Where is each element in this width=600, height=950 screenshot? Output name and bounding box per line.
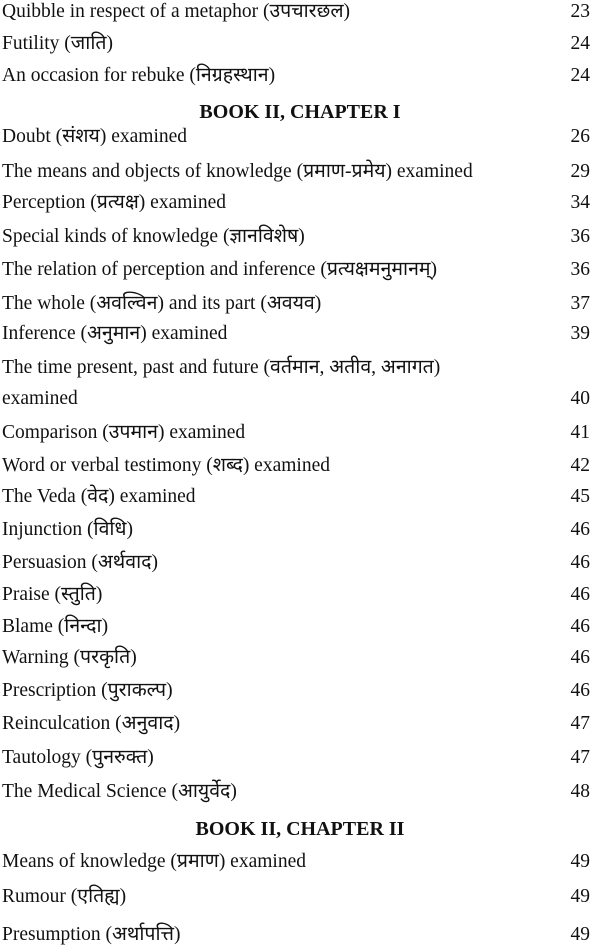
toc-entry bbox=[2, 550, 590, 576]
toc-entry-page: 26 bbox=[570, 126, 590, 147]
toc-entry bbox=[2, 190, 590, 216]
toc-entry-page: 39 bbox=[570, 323, 590, 344]
toc-entry-title: Special kinds of knowledge (ज्ञानविशेष) bbox=[2, 226, 305, 247]
toc-entry-title: The means and objects of knowledge (प्रमाण-प्रमेय) examined bbox=[2, 161, 473, 182]
toc-entry bbox=[2, 224, 590, 250]
toc-entry bbox=[2, 614, 590, 640]
toc-entry-page: 46 bbox=[570, 552, 590, 573]
toc-entry-page: 29 bbox=[570, 161, 590, 182]
toc-entry-title: examined bbox=[2, 388, 78, 409]
toc-entry-title: Comparison (उपमान) examined bbox=[2, 422, 246, 443]
toc-entry bbox=[2, 159, 590, 185]
toc-entry bbox=[2, 291, 590, 317]
chapter-heading: BOOK II, CHAPTER II bbox=[195, 818, 405, 840]
toc-entry-page: 42 bbox=[570, 455, 590, 476]
toc-entry-title: The Medical Science (आयुर्वेद) bbox=[2, 781, 237, 802]
toc-entry bbox=[2, 321, 590, 347]
toc-entry-title: Warning (परकृति) bbox=[2, 647, 137, 668]
toc-entry-title: Tautology (पुनरुक्त) bbox=[2, 747, 154, 768]
toc-entry-page: 46 bbox=[570, 647, 590, 668]
toc-entry-title: Doubt (संशय) examined bbox=[2, 126, 188, 147]
toc-entry bbox=[2, 355, 590, 381]
toc-entry-title: Blame (निन्दा) bbox=[2, 616, 109, 637]
toc-entry-page: 24 bbox=[570, 33, 590, 54]
toc-entry bbox=[2, 257, 590, 283]
toc-entry-title: Reinculcation (अनुवाद) bbox=[2, 713, 181, 734]
toc-entry-title: Presumption (अर्थापत्ति) bbox=[2, 924, 181, 945]
toc-entry-title: Persuasion (अर्थवाद) bbox=[2, 552, 158, 573]
toc-entry-page: 36 bbox=[570, 226, 590, 247]
toc-entry-page: 34 bbox=[570, 192, 590, 213]
toc-entry-page: 36 bbox=[570, 259, 590, 280]
toc-entry bbox=[2, 711, 590, 737]
chapter-heading: BOOK II, CHAPTER I bbox=[199, 101, 401, 123]
toc-entry-page: 45 bbox=[570, 486, 590, 507]
toc-entry bbox=[2, 484, 590, 510]
toc-entry-page: 48 bbox=[570, 781, 590, 802]
toc-entry bbox=[2, 678, 590, 704]
toc-entry bbox=[2, 386, 590, 412]
toc-entry-page: 23 bbox=[570, 1, 590, 22]
toc-entry-title: Perception (प्रत्यक्ष) examined bbox=[2, 192, 226, 213]
toc-entry-page: 41 bbox=[570, 422, 590, 443]
toc-entry-title: Futility (जाति) bbox=[2, 33, 113, 54]
toc-entry-page: 46 bbox=[570, 584, 590, 605]
toc-entry-page: 46 bbox=[570, 680, 590, 701]
toc-entry-page: 49 bbox=[570, 851, 590, 872]
toc-entry-title: Injunction (विधि) bbox=[2, 519, 133, 540]
toc-entry bbox=[2, 31, 590, 57]
toc-entry-title: The time present, past and future (वर्तमान, अतीव, अनागत) bbox=[2, 357, 441, 378]
toc-entry bbox=[2, 582, 590, 608]
toc-entry-page: 46 bbox=[570, 519, 590, 540]
toc-entry bbox=[2, 63, 590, 89]
toc-entry-title: The Veda (वेद) examined bbox=[2, 486, 196, 507]
toc-entry-page: 46 bbox=[570, 616, 590, 637]
toc-entry bbox=[2, 453, 590, 479]
toc-entry bbox=[2, 779, 590, 805]
toc-entry-title: Means of knowledge (प्रमाण) examined bbox=[2, 851, 306, 872]
toc-entry bbox=[2, 849, 590, 875]
toc-entry-title: The relation of perception and inference (प्रत्यक्षमनुमानम्) bbox=[2, 259, 438, 280]
toc-entry bbox=[2, 420, 590, 446]
toc-entry-title: The whole (अवल्विन) and its part (अवयव) bbox=[2, 293, 322, 314]
toc-entry-page: 24 bbox=[570, 65, 590, 86]
toc-entry-title: Prescription (पुराकल्प) bbox=[2, 680, 173, 701]
toc-entry bbox=[2, 0, 590, 25]
toc-entry-page: 37 bbox=[570, 293, 590, 314]
toc-entry-title: Rumour (एतिह्य) bbox=[2, 886, 127, 907]
toc-entry-page: 47 bbox=[570, 713, 590, 734]
toc-entry-title: Inference (अनुमान) examined bbox=[2, 323, 228, 344]
toc-entry bbox=[2, 884, 590, 910]
toc-entry bbox=[2, 922, 590, 948]
toc-entry-title: An occasion for rebuke (निग्रहस्थान) bbox=[2, 65, 276, 86]
toc-entry-page: 47 bbox=[570, 747, 590, 768]
toc-entry-page: 40 bbox=[570, 388, 590, 409]
toc-entry-title: Word or verbal testimony (शब्द) examined bbox=[2, 455, 330, 476]
toc-entry bbox=[2, 745, 590, 771]
toc-entry bbox=[2, 645, 590, 671]
toc-entry bbox=[2, 517, 590, 543]
toc-entry-title: Quibble in respect of a metaphor (उपचारछल) bbox=[2, 1, 351, 22]
toc-entry-title: Praise (स्तुति) bbox=[2, 584, 103, 605]
toc-entry-page: 49 bbox=[570, 886, 590, 907]
toc-entry-page: 49 bbox=[570, 924, 590, 945]
toc-entry bbox=[2, 124, 590, 150]
